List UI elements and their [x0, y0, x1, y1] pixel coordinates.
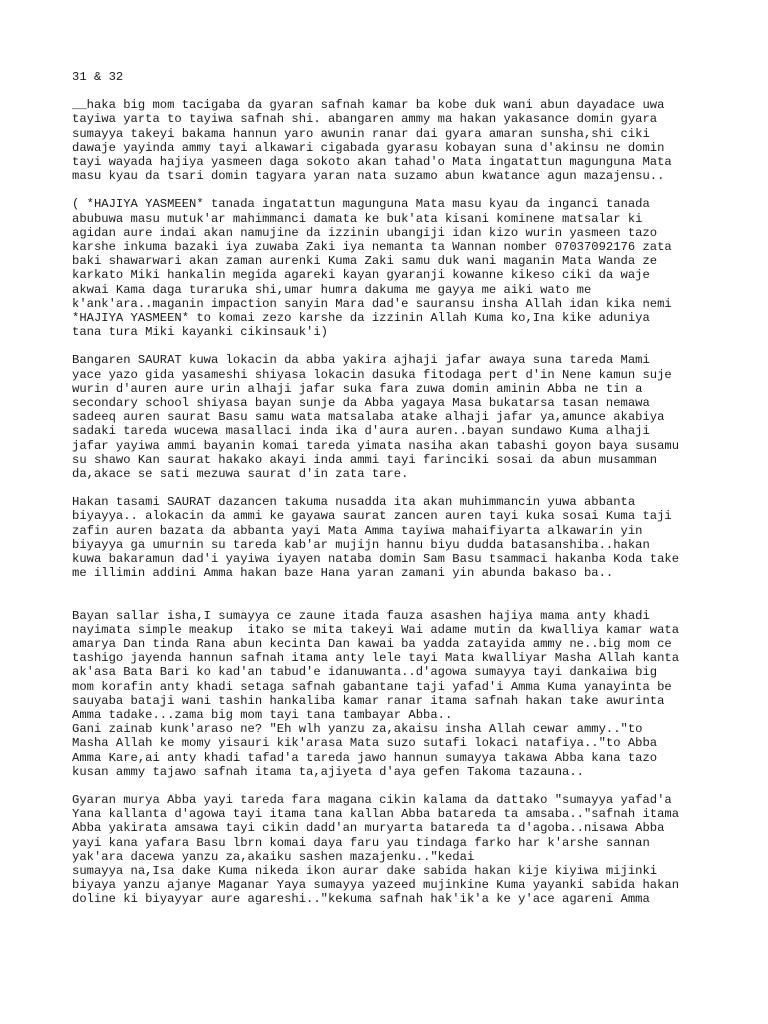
- text-line: secondary school shiyasa bayan sunje da Abba yagaya Masa bukatarsa tasan nemawa: [72, 396, 650, 411]
- text-line: agidan aure indai akan namujine da izzinin ubangiji idan kizo wurin yasmeen tazo: [72, 225, 658, 240]
- paragraph: [72, 793, 712, 864]
- text-line: sadeeq auren saurat Basu samu wata matsalaba atake alhaji jafar ya,amunce akabiya: [72, 410, 665, 425]
- document-body: [72, 98, 712, 906]
- text-line: sauyaba bataji wani tashin hankaliba kamar ranar itama safnah hakan take awurinta: [72, 693, 665, 708]
- text-line: doline ki biyayyar aure agareshi.."kekuma safnah hak'ik'a ke y'ace agareni Amma: [72, 892, 650, 907]
- text-line: karshe inkuma bazaki iya zuwaba Zaki iya nemanta ta Wannan nomber 07037092176 zata: [72, 240, 672, 255]
- text-line: amarya Dan tinda Rana abun kecinta Dan kawai ba yadda zatayida ammy ne..big mom ce: [72, 636, 672, 651]
- text-line: tashigo jayenda hannun safnah itama anty lele tayi Mata kwalliyar Masha Allah kanta: [72, 651, 680, 666]
- text-line: Gyaran murya Abba yayi tareda fara magana cikin kalama da dattako "sumayya yafad'a: [72, 792, 672, 807]
- text-line: ak'asa Bata Bari ko kad'an tabud'e idanuwanta..d'agowa sumayya tayi dankaiwa big: [72, 665, 658, 680]
- text-line: biyayya.. alokacin da ammi ke gayawa saurat zancen auren tayi kuka sosai Kuma taji: [72, 509, 672, 524]
- text-line: zafin auren bazata da abbanta yayi Mata Amma tayiwa mahaifiyarta alkawarin yin: [72, 523, 643, 538]
- text-line: yayi kana yafara Basu lbrn komai daya faru yau tindaga farko har k'arshe sannan: [72, 835, 650, 850]
- text-line: yace yazo gida yasameshi shiyasa lokacin dasuka fitodaga pert d'in Nene kamun suje: [72, 367, 672, 382]
- paragraph: [72, 353, 712, 481]
- text-line: ( *HAJIYA YASMEEN* tanada ingatattun magunguna Mata masu kyau da inganci tanada: [72, 197, 650, 212]
- text-line: Hakan tasami SAURAT dazancen takuma nusadda ita akan muhimmancin yuwa abbanta: [72, 495, 636, 510]
- text-line: sumayya na,Isa dake Kuma nikeda ikon aurar dake sabida hakan kije kiyiwa mijinki: [72, 863, 658, 878]
- paragraph: [72, 864, 712, 907]
- text-line: Bayan sallar isha,I sumayya ce zaune itada fauza asashen hajiya mama anty khadi: [72, 608, 650, 623]
- paragraph: [72, 722, 712, 779]
- paragraph: [72, 609, 712, 723]
- text-line: Amma tadake...zama big mom tayi tana tambayar Abba..: [72, 707, 453, 722]
- paragraph: [72, 495, 712, 580]
- text-line: *HAJIYA YASMEEN* to komai zezo karshe da izzinin Allah Kuma ko,Ina kike aduniya: [72, 311, 650, 326]
- text-line: abubuwa masu mutuk'ar mahimmanci damata ke buk'ata kisani kominene matsalar ki: [72, 211, 643, 226]
- text-line: Gani zainab kunk'araso ne? "Eh wlh yanzu za,akaisu insha Allah cewar ammy.."to: [72, 722, 643, 737]
- text-line: baki shawarwari akan zaman aurenki Kuma Zaki samu duk wani maganin Mata Wanda ze: [72, 254, 658, 269]
- paragraph: [72, 98, 712, 183]
- text-line: da,akace se sati mezuwa saurat d'in zata tare.: [72, 467, 409, 482]
- text-line: yak'ara dacewa yanzu za,akaiku sashen mazajenku.."kedai: [72, 849, 475, 864]
- text-line: Masha Allah ke momy yisauri kik'arasa Mata suzo sutafi lokaci natafiya.."to Abba: [72, 736, 658, 751]
- text-line: Yana kallanta d'agowa tayi itama tana kallan Abba batareda ta amsaba.."safnah itama: [72, 807, 680, 822]
- page-heading: 31 & 32: [72, 70, 124, 84]
- text-line: su shawo Kan saurat hakako akayi inda ammi tayi farinciki sosai da abun musamman: [72, 452, 658, 467]
- text-line: Bangaren SAURAT kuwa lokacin da abba yakira ajhaji jafar awaya suna tareda Mami: [72, 353, 650, 368]
- paragraph: [72, 197, 712, 339]
- text-line: wurin d'auren aure urin alhaji jafar suka fara zuwa domin aminin Abba ne tin a: [72, 381, 643, 396]
- document-page: [72, 70, 712, 907]
- text-line: me illimin addini Amma hakan baze Hana yaran zamani yin abunda bakaso ba..: [72, 566, 614, 581]
- text-line: nayimata simple meakup itako se mita takeyi Wai adame mutin da kwalliya kamar wata: [72, 622, 680, 637]
- text-line: Amma Kare,ai anty khadi tafad'a tareda jawo hannun sumayya takawa Abba kana tazo: [72, 750, 658, 765]
- text-line: masu kyau da tsari domin tagyara yaran nata suzamo abun kwatance agun mazajensu..: [72, 169, 665, 184]
- text-line: karkato Miki hankalin megida agareki kayan gyaranji kowanne kikeso ciki da waje: [72, 268, 650, 283]
- text-line: __haka big mom tacigaba da gyaran safnah kamar ba kobe duk wani abun dayadace uwa: [72, 98, 665, 113]
- text-line: kusan ammy tajawo safnah itama ta,ajiyeta d'aya gefen Takoma tazauna..: [72, 764, 584, 779]
- text-line: jafar yayiwa ammi bayanin komai tareda yimata nasiha akan tabashi goyon baya susamu: [72, 438, 680, 453]
- text-line: biyaya yanzu ajanye Maganar Yaya sumayya yazeed mujinkine Kuma yayanki sabida hakan: [72, 878, 680, 893]
- text-line: k'ank'ara..maganin impaction sanyin Mara dad'e sauransu insha Allah idan kika nemi: [72, 296, 672, 311]
- text-line: biyayya ga umurnin su tareda kab'ar mujijn hannu biyu dudda batasanshiba..hakan: [72, 537, 650, 552]
- text-line: Abba yakirata amsawa tayi cikin dadd'an muryarta batareda ta d'agoba..nisawa Abba: [72, 821, 665, 836]
- text-line: sadaki tareda wucewa masallaci inda ika d'aura auren..bayan sundawo Kuma alhaji: [72, 424, 650, 439]
- text-line: kuwa bakaramun dad'i yayiwa iyayen nataba domin Sam Basu tsammaci hakanba Koda take: [72, 552, 680, 567]
- text-line: dawaje yayinda ammy tayi alkawari cigabada gyarasu kobayan suna d'akinsu ne domin: [72, 140, 665, 155]
- text-line: mom korafin anty khadi setaga safnah gabantane taji yafad'i Amma Kuma yanayinta be: [72, 679, 672, 694]
- text-line: tayi wayada hajiya yasmeen daga sokoto akan tahad'o Mata ingatattun magunguna Mata: [72, 155, 672, 170]
- text-line: tayiwa yarta to tayiwa safnah shi. abangaren ammy ma hakan yakasance domin gyara: [72, 112, 658, 127]
- text-line: akwai Kama daga turaruka shi,umar humra dakuma me gayya me aiki wato me: [72, 282, 592, 297]
- text-line: tana tura Miki kayanki cikinsauk'i): [72, 325, 328, 340]
- text-line: sumayya takeyi bakama hannun yaro awunin ranar dai gyara amaran sunsha,shi ciki: [72, 126, 650, 141]
